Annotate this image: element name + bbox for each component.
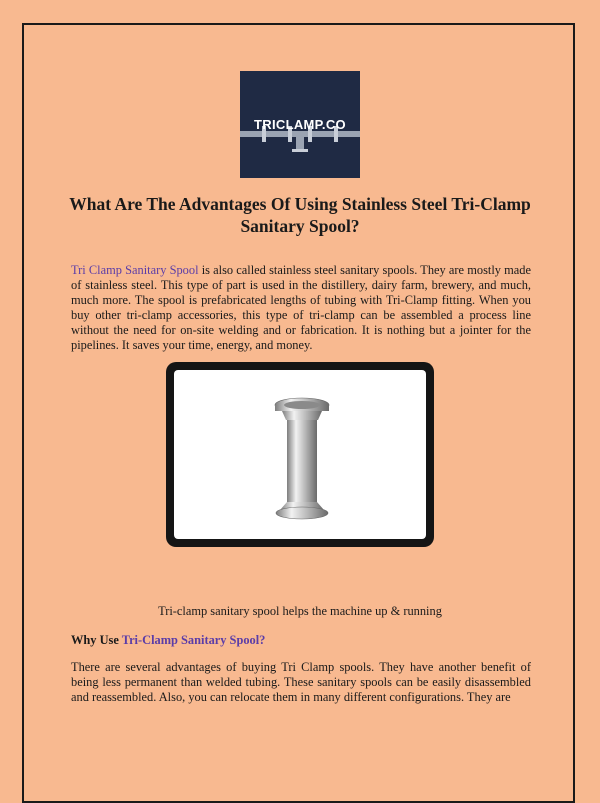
intro-paragraph xyxy=(71,263,531,353)
spool-link[interactable]: Tri Clamp Sanitary Spool xyxy=(71,263,199,277)
intro-text: is also called stainless steel sanitary spools. They are mostly made of stainless steel. This type of part is used in the distillery, dairy farm, brewery, and much, much more. The spool is prefabricated lengths of tubing with Tri-Clamp fitting. When you buy other tri-clamp accessories, this type of tri-clamp can be assembled a process line without the need for on-site welding and or fabrication. It is nothing but a jointer for the pipelines. It saves your time, energy, and money. xyxy=(71,263,531,352)
product-image xyxy=(174,370,426,539)
logo-wordmark: TRICLAMP.CO xyxy=(254,117,346,132)
heading-link[interactable]: Tri-Clamp Sanitary Spool? xyxy=(121,633,266,647)
spool-image xyxy=(174,370,426,539)
image-caption: Tri-clamp sanitary spool helps the machine up & running xyxy=(158,604,442,618)
product-image-frame xyxy=(166,362,434,547)
section-heading xyxy=(71,633,265,648)
body-paragraph: There are several advantages of buying Tri Clamp spools. They have another benefit of being less permanent than welded tubing. These sanitary spools can be easily disassembled and reassembled. Also, you can relocate them in many different configurations. They are xyxy=(71,660,531,704)
brand-logo[interactable] xyxy=(240,71,360,178)
article-title: What Are The Advantages Of Using Stainless Steel Tri-Clamp Sanitary Spool? xyxy=(69,194,531,236)
heading-prefix: Why Use xyxy=(71,633,122,647)
